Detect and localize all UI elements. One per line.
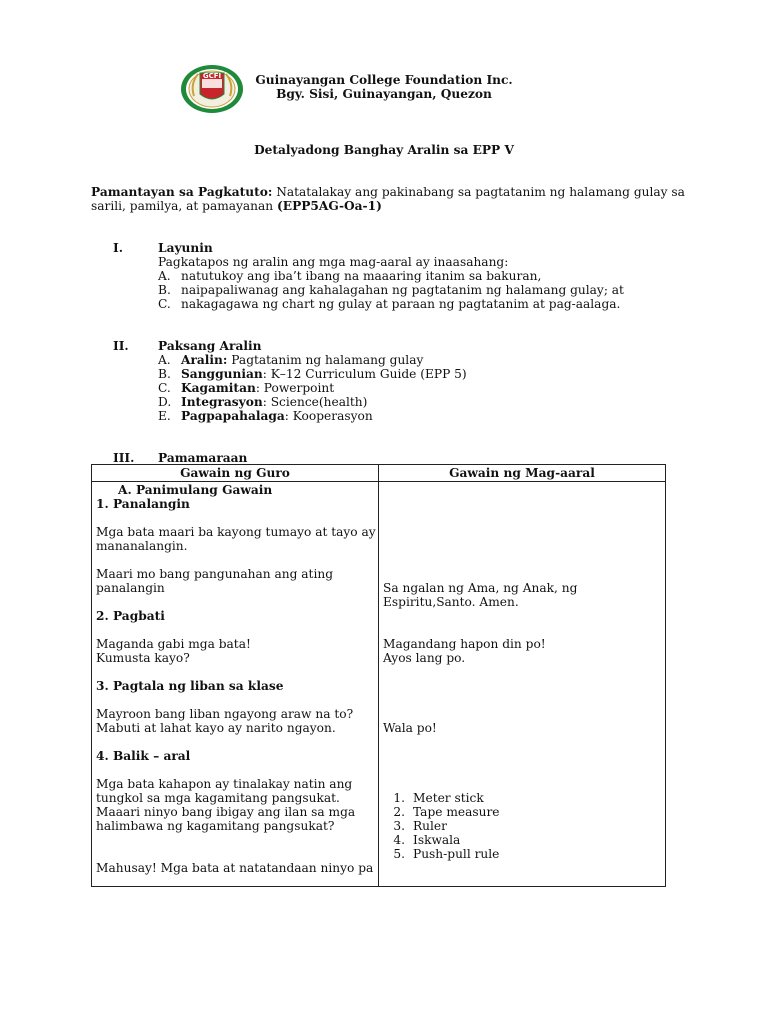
student-line: Sa ngalan ng Ama, ng Anak, ng (383, 581, 578, 595)
teacher-line: Kumusta kayo? (96, 651, 190, 665)
section-1-number: I. (113, 241, 123, 255)
subject-list (158, 353, 467, 423)
school-name: Guinayangan College Foundation Inc. (255, 73, 513, 87)
learning-standard-line2 (91, 199, 382, 213)
section-2-title: Paksang Aralin (158, 339, 262, 353)
student-cell (379, 482, 666, 887)
list-item: 1. Meter stick (393, 791, 484, 805)
teacher-line: halimbawa ng kagamitang pangsukat? (96, 819, 335, 833)
student-line: Wala po! (383, 721, 437, 735)
school-address: Bgy. Sisi, Guinayangan, Quezon (276, 87, 492, 101)
teacher-line: Mahusay! Mga bata at natatandaan ninyo pa (96, 861, 374, 875)
teacher-line: mananalangin. (96, 539, 188, 553)
standard-label: Pamantayan sa Pagkatuto: (91, 185, 273, 199)
objectives-intro: Pagkatapos ng aralin ang mga mag-aaral ay inaasahang: (158, 255, 509, 269)
objectives-list (158, 255, 624, 311)
teacher-line: Mayroon bang liban ngayong araw na to? (96, 707, 354, 721)
part-a-heading: A. Panimulang Gawain (118, 483, 273, 497)
subject-item: A. Aralin: Pagtatanim ng halamang gulay (158, 353, 424, 367)
teacher-line: Mga bata kahapon ay tinalakay natin ang (96, 777, 353, 791)
student-line: Ayos lang po. (383, 651, 466, 665)
subject-item: E. Pagpapahalaga: Kooperasyon (158, 409, 373, 423)
step-heading: 4. Balik – aral (96, 749, 191, 763)
step-heading: 1. Panalangin (96, 497, 190, 511)
objective-item: B. naipapaliwanag ang kahalagahan ng pagtatanim ng halamang gulay; at (158, 283, 624, 297)
teacher-line: Mabuti at lahat kayo ay narito ngayon. (96, 721, 336, 735)
step-heading: 3. Pagtala ng liban sa klase (96, 679, 284, 693)
objective-item: C. nakagagawa ng chart ng gulay at paraan ng pagtatanim at pag-aalaga. (158, 297, 621, 311)
list-item: 4. Iskwala (393, 833, 461, 847)
section-1-title: Layunin (158, 241, 213, 255)
standard-text-2: sarili, pamilya, at pamayanan (91, 199, 278, 213)
teacher-line: Maganda gabi mga bata! (96, 637, 251, 651)
teacher-cell (92, 482, 379, 887)
teacher-line: tungkol sa mga kagamitang pangsukat. (96, 791, 340, 805)
list-item: 3. Ruler (393, 819, 447, 833)
teacher-column-header: Gawain ng Guro (92, 465, 379, 482)
procedure-table (91, 464, 666, 887)
subject-item: C. Kagamitan: Powerpoint (158, 381, 335, 395)
document-title: Detalyadong Banghay Aralin sa EPP V (254, 143, 514, 157)
teacher-line: Maari mo bang pangunahan ang ating (96, 567, 333, 581)
teacher-line: Maaari ninyo bang ibigay ang ilan sa mga (96, 805, 356, 819)
teacher-line: panalangin (96, 581, 165, 595)
step-heading: 2. Pagbati (96, 609, 165, 623)
student-column-header: Gawain ng Mag-aaral (379, 465, 666, 482)
list-item: 2. Tape measure (393, 805, 500, 819)
table-header-row (92, 465, 666, 482)
standard-code: (EPP5AG-Oa-1) (277, 199, 382, 213)
table-row (92, 482, 666, 887)
student-line: Magandang hapon din po! (383, 637, 546, 651)
section-2-number: II. (113, 339, 129, 353)
logo-text: GCFI (202, 72, 222, 80)
list-item: 5. Push-pull rule (393, 847, 500, 861)
student-line: Espiritu,Santo. Amen. (383, 595, 519, 609)
standard-text-1: Natatalakay ang pakinabang sa pagtatanim ng halamang gulay sa (272, 185, 685, 199)
objective-item: A. natutukoy ang iba’t ibang na maaaring itanim sa bakuran, (158, 269, 542, 283)
teacher-line: Mga bata maari ba kayong tumayo at tayo ay (96, 525, 376, 539)
section-3-number: III. (113, 451, 135, 465)
section-3-title: Pamamaraan (158, 451, 248, 465)
subject-item: D. Integrasyon: Science(health) (158, 395, 368, 409)
subject-item: B. Sanggunian: K–12 Curriculum Guide (EPP 5) (158, 367, 467, 381)
learning-standard (91, 185, 685, 199)
